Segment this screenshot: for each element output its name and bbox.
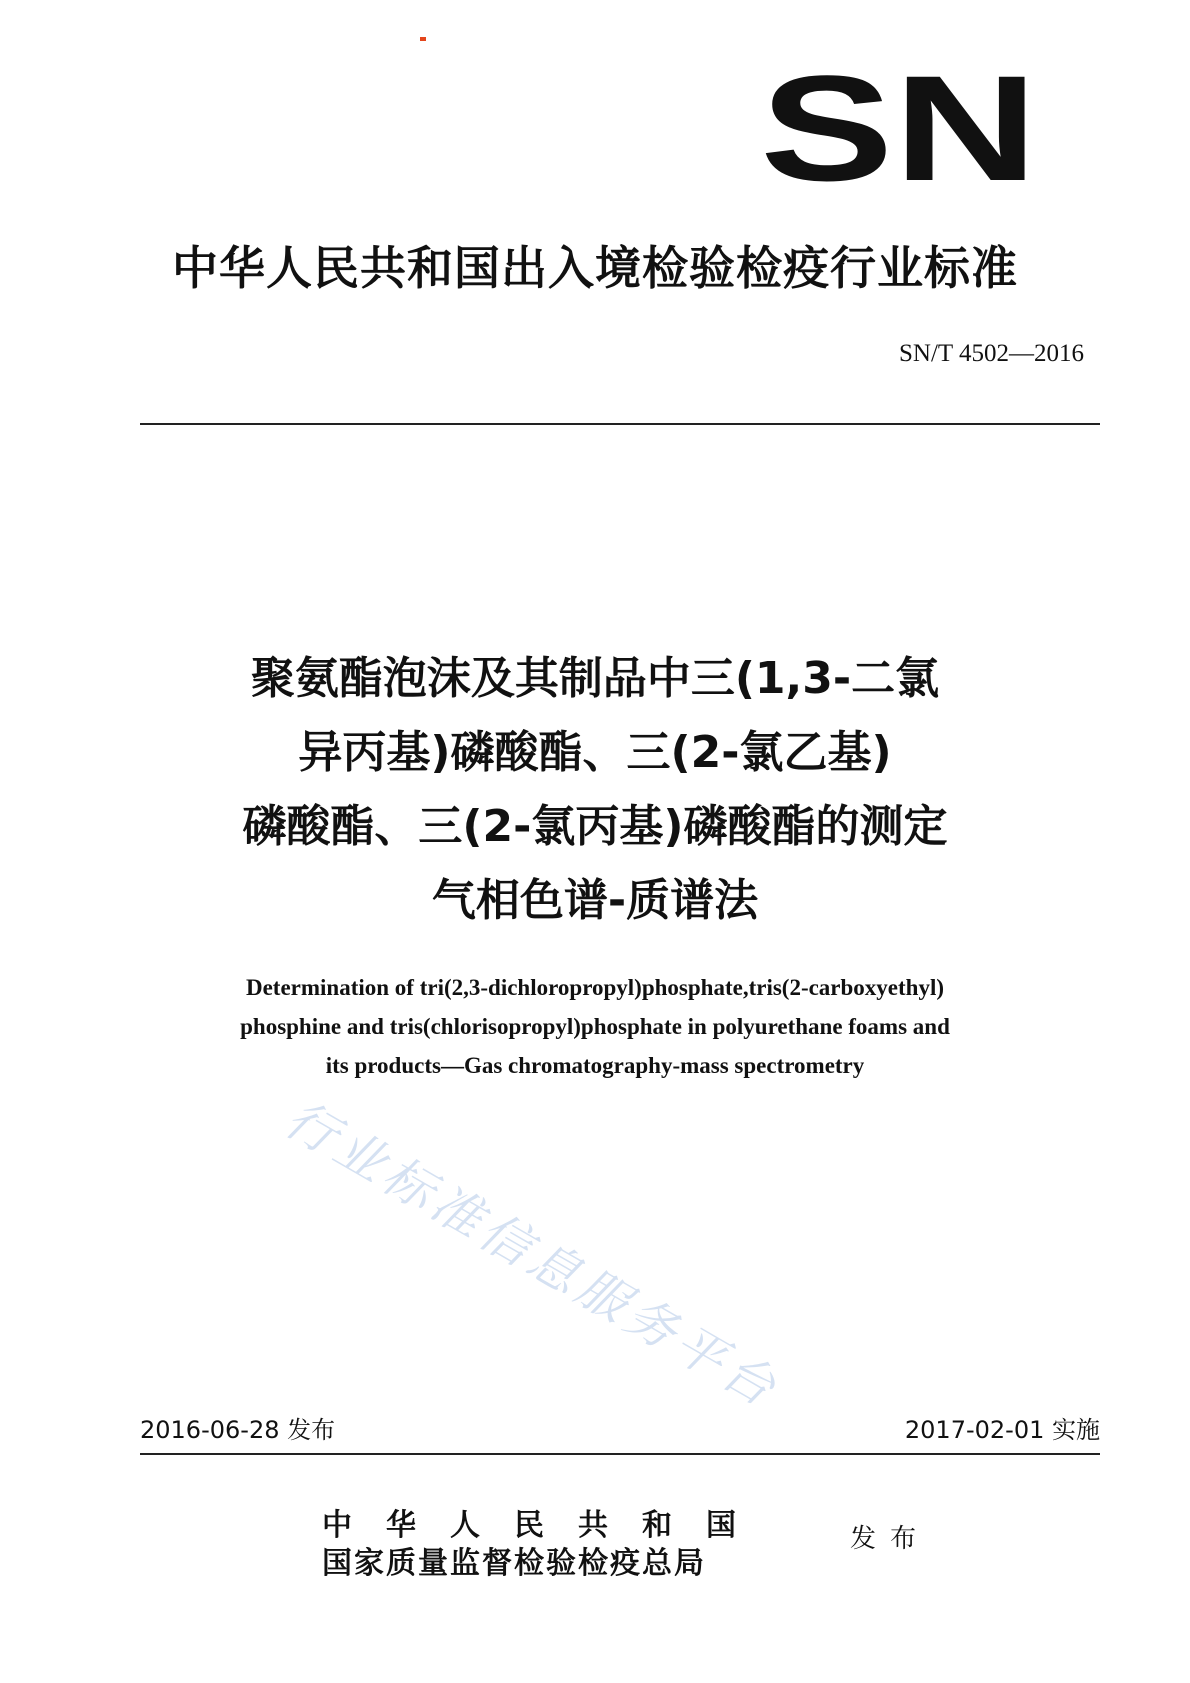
issue-date: 2016-06-28 发布 [140,1416,336,1444]
chinese-title-line-2: 异丙基)磷酸酯、三(2-氯乙基) [298,727,892,778]
english-title-line-3: its products—Gas chromatography-mass spectrometry [325,1053,865,1078]
chinese-title-line-4: 气相色谱-质谱法 [431,875,759,926]
english-title-line-1: Determination of tri(2,3-dichloropropyl)phosphate,tris(2-carboxyethyl) [245,975,945,1000]
sn-logo [760,62,1040,192]
issuer-country: 中华人民共和国 [322,1508,770,1543]
english-title [0,968,1190,1085]
chinese-title-line-1: 聚氨酯泡沫及其制品中三(1,3-二氯 [250,653,940,704]
issuer-agency: 国家质量监督检验检疫总局 [322,1546,706,1581]
sn-logo-text: SN [760,62,1038,192]
watermark: 行业标准信息服务平台 [275,1089,790,1420]
org-title: 中华人民共和国出入境检验检疫行业标准 [172,241,1018,295]
chinese-title-line-3: 磷酸酯、三(2-氯丙基)磷酸酯的测定 [242,801,948,852]
chinese-title [0,642,1190,938]
issuer-publish-label: 发布 [850,1524,931,1554]
top-divider [140,423,1100,425]
implementation-date: 2017-02-01 实施 [904,1416,1100,1444]
bottom-divider [140,1453,1100,1455]
standard-code: SN/T 4502—2016 [899,340,1084,367]
english-title-line-2: phosphine and tris(chlorisopropyl)phosphate in polyurethane foams and [240,1014,950,1039]
red-mark [420,37,426,41]
